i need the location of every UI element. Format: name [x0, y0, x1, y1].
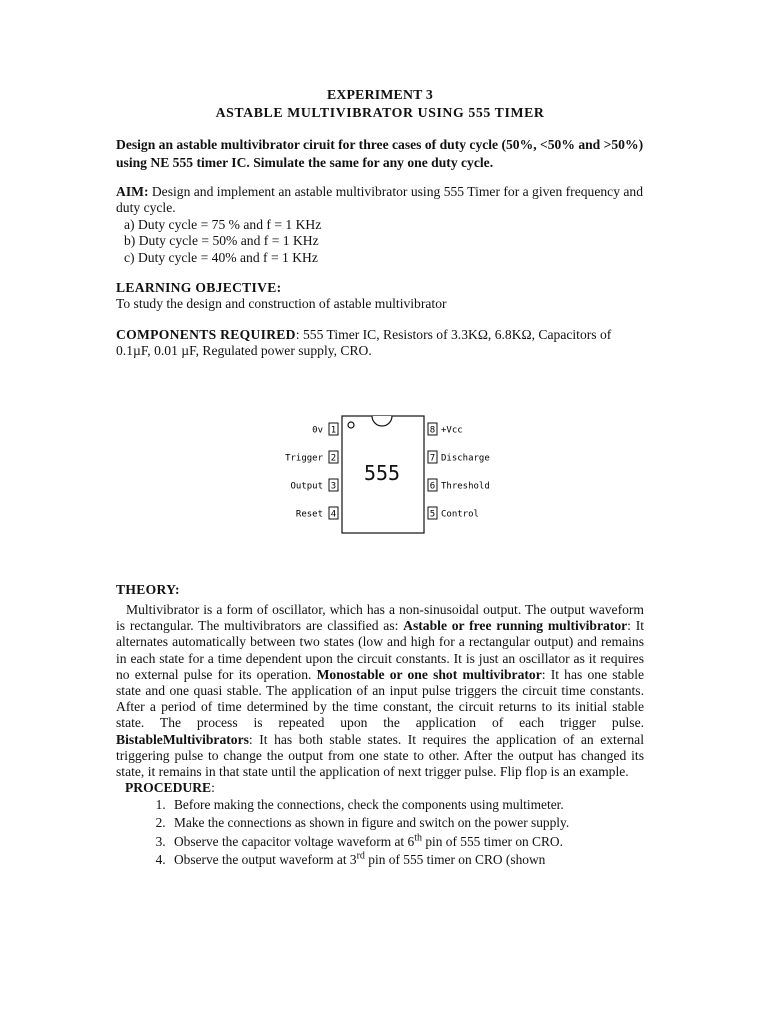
aim-item-a: a) Duty cycle = 75 % and f = 1 KHz [124, 216, 322, 232]
components-paragraph [116, 327, 644, 360]
procedure-step-1: 1. Before making the connections, check the components using multimeter. [169, 797, 644, 813]
procedure-label: PROCEDURE [125, 780, 212, 796]
theory-text-3: : It has one stable state and one quasi stable. The application of an input pulse triggers the circuit time constants. After a period of time determined by the time constant, the circuit returns to its initial stable state. The process is repeated upon the application of each trigger pulse. [116, 666, 644, 731]
experiment-subtitle: ASTABLE MULTIVIBRATOR USING 555 TIMER [215, 105, 545, 120]
aim-label: AIM: [116, 184, 149, 199]
procedure-heading [116, 780, 644, 796]
ic-pinout-figure [116, 366, 644, 576]
theory-text-2: : It alternates automatically between two states (low and high for a rectangular output) and remains in each state for a time dependent upon the circuit constants. It is just an oscillator as it requires no external pulse for its operation. [116, 618, 645, 682]
step3-text-a: Observe the capacitor voltage waveform at 6 [174, 833, 415, 849]
aim-list [116, 217, 644, 266]
step4-text-a: Observe the output waveform at 3 [174, 851, 357, 867]
step4-text-b: pin of 555 timer on CRO (shown [364, 851, 546, 867]
theory-term-astable: Astable or free running multivibrator [403, 618, 628, 634]
procedure-step-4 [169, 852, 644, 868]
procedure-step-2: 2. Make the connections as shown in figure and switch on the power supply. [169, 815, 644, 831]
aim-item-b: b) Duty cycle = 50% and f = 1 KHz [124, 233, 319, 249]
step3-superscript: th [414, 832, 422, 844]
document-body [116, 86, 644, 870]
aim-item-c: c) Duty cycle = 40% and f = 1 KHz [124, 249, 318, 265]
step3-text-b: pin of 555 timer on CRO. [421, 833, 563, 849]
aim-text: Design and implement an astable multivibrator using 555 Timer for a given frequency and duty cycle. [116, 184, 644, 216]
components-text: : 555 Timer IC, Resistors of 3.3KΩ, 6.8KΩ, Capacitors of 0.1µF, 0.01 µF, Regulated power supply, CRO. [116, 326, 612, 359]
theory-term-bistable: BistableMultivibrators [116, 731, 249, 747]
theory-term-monostable: Monostable or one shot multivibrator [316, 666, 542, 682]
pin-name-2: Trigger [285, 453, 323, 464]
pin-num-3: 3 [330, 481, 337, 492]
pin-num-8: 8 [429, 425, 436, 436]
learning-objective-label: LEARNING OBJECTIVE: [116, 280, 282, 296]
theory-body [116, 602, 644, 780]
pin-num-5: 5 [429, 509, 436, 520]
procedure-step-3 [169, 834, 644, 850]
aim-section [116, 184, 644, 266]
pin-name-4: Reset [295, 509, 323, 520]
procedure-steps [116, 797, 644, 869]
components-label: COMPONENTS REQUIRED [116, 326, 296, 342]
theory-paragraph [116, 602, 644, 780]
pin-num-2: 2 [330, 453, 337, 464]
pin-name-3: Output [290, 481, 323, 492]
experiment-title: EXPERIMENT 3 [326, 87, 434, 102]
pin-num-7: 7 [429, 453, 436, 464]
pin-num-6: 6 [429, 481, 436, 492]
aim-paragraph [116, 184, 644, 217]
pin-name-8: +Vcc [441, 425, 463, 436]
step4-superscript: rd [356, 850, 365, 862]
theory-text-4: : It has both stable states. It requires the application of an external triggering pulse to change the output from one state to other. After the output has changed its state, it remains in that state until the application of next trigger pulse. Flip flop is an example. [116, 731, 644, 780]
chip-label: 555 [363, 460, 401, 485]
ic-pinout-diagram [116, 366, 644, 576]
theory-text-1: Multivibrator is a form of oscillator, which has a non-sinusoidal output. The output waveform is rectangular. The multivibrators are classified as: [116, 602, 644, 634]
pin-name-6: Threshold [441, 481, 490, 492]
pin-num-1: 1 [330, 425, 337, 436]
learning-objective-text: To study the design and construction of astable multivibrator [116, 296, 447, 312]
pin-num-4: 4 [330, 509, 337, 520]
pin-name-1: 0v [312, 425, 323, 436]
problem-statement: Design an astable multivibrator ciruit for three cases of duty cycle (50%, <50% and >50%) using NE 555 timer IC. Simulate the same for any one duty cycle. [116, 137, 644, 170]
procedure-colon: : [211, 780, 215, 796]
theory-label: THEORY: [116, 581, 180, 597]
pin-name-5: Control [441, 509, 479, 520]
pin1-marker [348, 422, 354, 428]
pin-name-7: Discharge [441, 453, 490, 464]
